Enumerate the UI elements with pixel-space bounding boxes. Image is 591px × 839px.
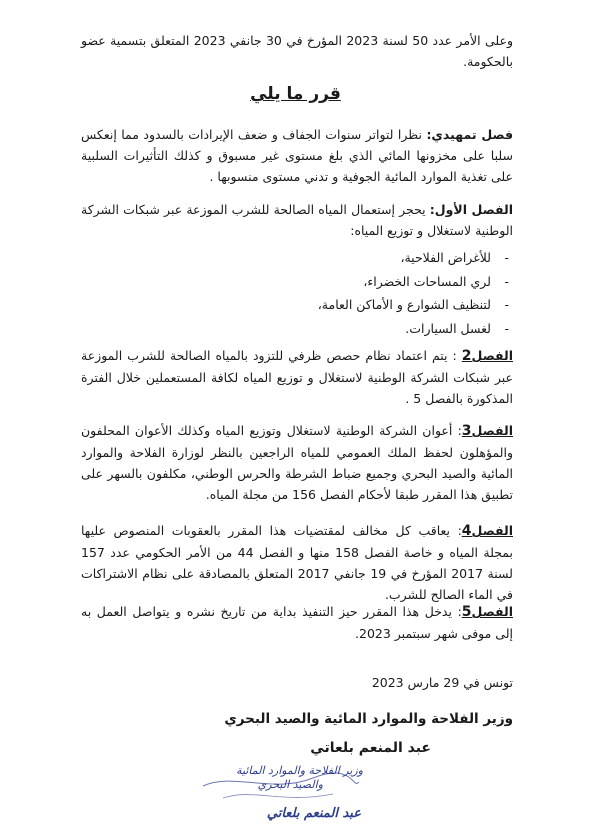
article3-text: : أعوان الشركة الوطنية لاستغلال وتوزيع المياه وكذلك الأعوان المحلفون والمؤهلون لحفظ الملك العمومي للمياه الراجعين بالنظر لوزارة الفلاحة والموارد المائية والصيد البحري وجميع ضباط الشرطة والحرس الوطني، مكلفون بالسهر على تطبيق هذا المقرر طبقا لأحكام الفصل 156 من مجلة المياه. (81, 423, 513, 502)
article2-text: : يتم اعتماد نظام حصص ظرفي للتزود بالمياه الصالحة للشرب الموزعة عبر شبكات الشركة الوطنية لاستغلال و توزيع المياه لكافة المستعملين خلال الفترة المذكورة بالفصل 5 . (81, 348, 513, 406)
list-item (81, 270, 513, 294)
preamble-label: فصل تمهيدي: (426, 127, 513, 142)
article4-label (462, 523, 513, 538)
article5-label-text: الفصل (471, 604, 513, 619)
list-item (81, 246, 513, 270)
stamp-line-1: وزير الفلاحة والموارد المائية (236, 764, 363, 777)
article4-text: : يعاقب كل مخالف لمقتضيات هذا المقرر بالعقوبات المنصوص عليها بمجلة المياه و خاصة الفصل 158 منها و الفصل 44 من الأمر الحكومي عدد 157 لسنة 2017 المؤرخ في 19 جانفي 2017 المتعلق بالمصادقة على نظام الاشتراكات في الماء الصالح للشرب. (81, 523, 514, 602)
decree-title: قرر ما يلي (250, 84, 341, 104)
article2-number: 2 (461, 348, 472, 364)
stamp-line-2: والصيد البحري (257, 778, 323, 791)
list-item (81, 317, 513, 341)
official-stamp (163, 764, 363, 834)
article1-text: يحجر إستعمال المياه الصالحة للشرب الموزعة عبر شبكات الشركة الوطنية لاستغلال و توزيع المياه: (81, 202, 513, 238)
intro-text: وعلى الأمر عدد 50 لسنة 2023 المؤرخ في 30 جانفي 2023 المتعلق بتسمية عضو بالحكومة. (81, 33, 513, 69)
article5-paragraph (81, 601, 513, 644)
article3-number: 3 (461, 423, 472, 439)
article2-label-text: الفصل (471, 348, 513, 363)
article5-label (462, 604, 513, 619)
list-item-text: للأغراض الفلاحية، (400, 250, 491, 265)
article2-paragraph (81, 345, 513, 409)
preamble-text: نظرا لتواتر سنوات الجفاف و ضعف الإيرادات بالسدود مما إنعكس سلبا على مخزونها المائي الذي بلغ مستوى غير مسبوق و كذلك التأثيرات السلبية على تغذية الموارد المائية الجوفية و تدني مستوى منسوبها . (81, 127, 513, 184)
preamble-paragraph (81, 124, 513, 187)
article1-list (81, 246, 513, 340)
article3-paragraph (81, 420, 513, 505)
date-line: تونس في 29 مارس 2023 (371, 675, 513, 690)
list-item-text: لتنظيف الشوارع و الأماكن العامة، (317, 297, 491, 312)
article5-text: : يدخل هذا المقرر حيز التنفيذ بداية من تاريخ نشره و يتواصل العمل به إلى موفى شهر سبتمبر 2023. (81, 604, 513, 641)
article1-label: الفصل الأول: (429, 202, 513, 217)
article3-label (462, 423, 513, 438)
list-item-text: لري المساحات الخضراء، (363, 273, 491, 289)
list-item (81, 293, 513, 317)
stamp-line-3: عبد المنعم بلعاتي (266, 806, 361, 821)
signer-name: عبد المنعم بلعاتي (310, 740, 431, 756)
article4-paragraph (81, 520, 513, 605)
list-item-text: لغسل السيارات. (405, 320, 491, 336)
article4-number: 4 (461, 523, 472, 539)
article2-label (462, 348, 513, 363)
intro-paragraph (81, 30, 513, 72)
minister-title: وزير الفلاحة والموارد المائية والصيد البحري (224, 711, 513, 727)
article5-number: 5 (461, 604, 472, 620)
article1-paragraph (81, 199, 513, 241)
article4-label-text: الفصل (471, 523, 513, 538)
article3-label-text: الفصل (471, 423, 513, 438)
